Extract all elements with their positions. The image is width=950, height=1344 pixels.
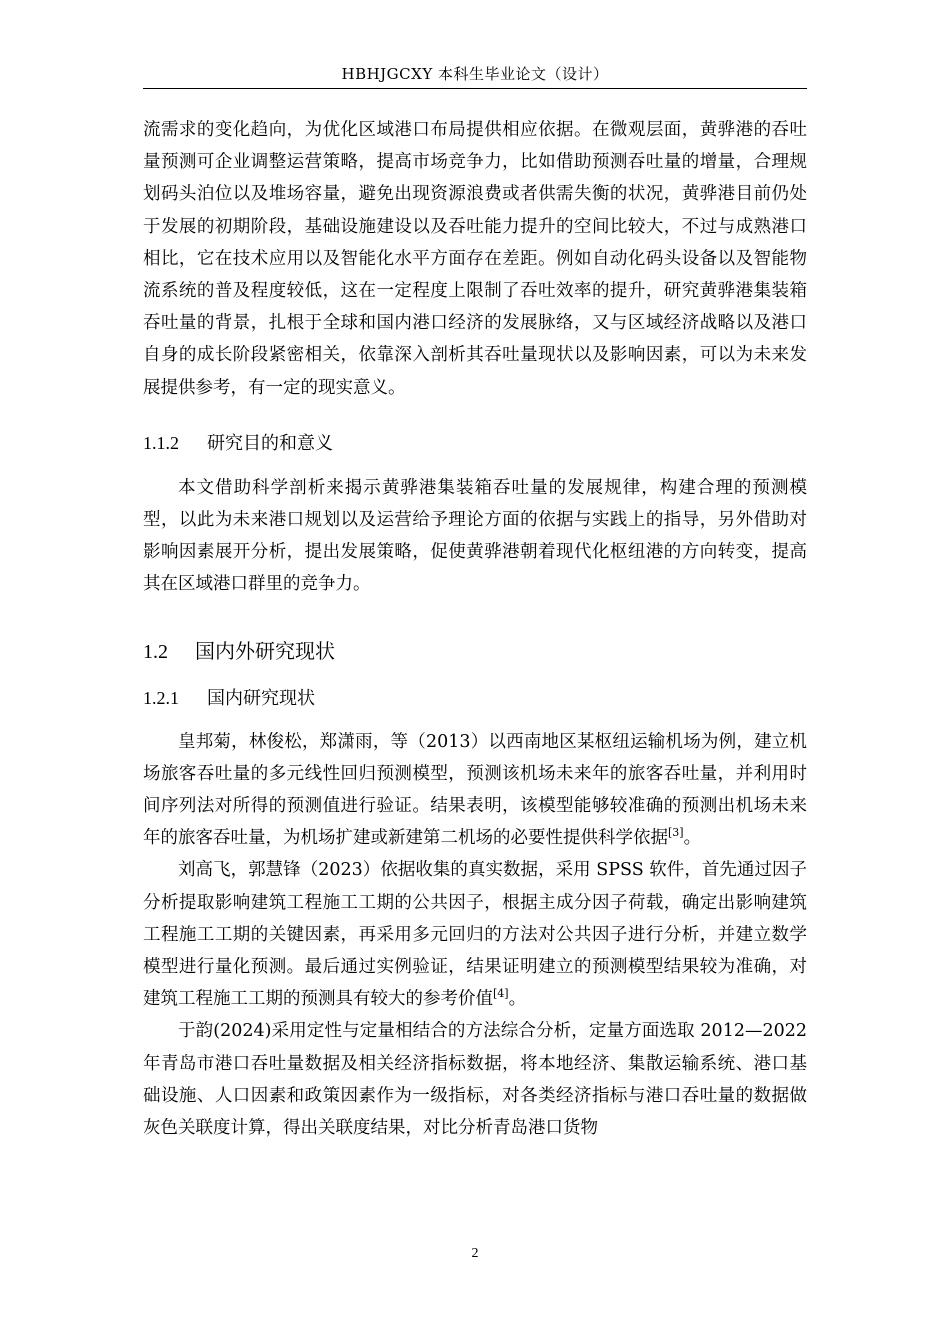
paragraph-continued: 流需求的变化趋向，为优化区域港口布局提供相应依据。在微观层面，黄骅港的吞吐量预测可企业调整运营策略，提高市场竞争力，比如借助预测吞吐量的增量，合理规划码头泊位以及堆场容量，避免出现资源浪费或者供需失衡的状况，黄骅港目前仍处于发展的初期阶段，基础设施建设以及吞吐能力提升的空间比较大，不过与成熟港口相比，它在技术应用以及智能化水平方面存在差距。例如自动化码头设备以及智能物流系统的普及程度较低，这在一定程度上限制了吞吐效率的提升，研究黄骅港集装箱吞吐量的背景，扎根于全球和国内港口经济的发展脉络，又与区域经济战略以及港口自身的成长阶段紧密相关，依靠深入剖析其吞吐量现状以及影响因素，可以为未来发展提供参考，有一定的现实意义。: [143, 120, 807, 398]
paragraph-end: 。: [683, 828, 702, 849]
running-header: HBHJGCXY 本科生毕业论文（设计）: [341, 65, 609, 83]
paragraph-literature-1: [143, 726, 807, 855]
header-rule: [143, 88, 807, 89]
heading-title: 国内研究现状: [207, 687, 315, 709]
heading-title: 研究目的和意义: [207, 432, 333, 454]
paragraph-end: 。: [508, 989, 527, 1010]
heading-title: 国内外研究现状: [195, 638, 335, 663]
page-number: 2: [471, 1246, 479, 1261]
heading-1-1-2: [143, 428, 807, 459]
heading-1-2-1: [143, 683, 807, 714]
heading-number: 1.1.2: [143, 432, 179, 453]
heading-1-2: [143, 634, 807, 669]
paragraph-literature-2: [143, 854, 807, 1015]
page-body: [143, 114, 807, 1144]
paragraph-literature-3: 于韵(2024)采用定性与定量相结合的方法综合分析，定量方面选取 2012—2022 年青岛市港口吞吐量数据及相关经济指标数据，将本地经济、集散运输系统、港口基础设施、人口因素和政策因素作为一级指标，对各类经济指标与港口吞吐量的数据做灰色关联度计算，得出关联度结果，对比分析青岛港口货物: [143, 1021, 807, 1139]
heading-number: 1.2: [143, 640, 168, 663]
citation-3: [3]: [668, 826, 684, 840]
heading-number: 1.2.1: [143, 687, 179, 708]
paragraph-text: 皇邦菊，林俊松，郑潇雨，等（2013）以西南地区某枢纽运输机场为例，建立机场旅客吞吐量的多元线性回归预测模型，预测该机场未来年的旅客吞吐量，并利用时间序列法对所得的预测值进行验证。结果表明，该模型能够较准确的预测出机场未来年的旅客吞吐量，为机场扩建或新建第二机场的必要性提供科学依据: [143, 731, 807, 849]
paragraph-text: 刘高飞，郭慧锋（2023）依据收集的真实数据，采用 SPSS 软件，首先通过因子分析提取影响建筑工程施工工期的公共因子，根据主成分因子荷载，确定出影响建筑工程施工工期的关键因素，再采用多元回归的方法对公共因子进行分析，并建立数学模型进行量化预测。最后通过实例验证，结果证明建立的预测模型结果较为准确，对建筑工程施工工期的预测具有较大的参考价值: [143, 860, 807, 1010]
paragraph-purpose: 本文借助科学剖析来揭示黄骅港集装箱吞吐量的发展规律，构建合理的预测模型，以此为未来港口规划以及运营给予理论方面的依据与实践上的指导，另外借助对影响因素展开分析，提出发展策略，促使黄骅港朝着现代化枢纽港的方向转变，提高其在区域港口群里的竞争力。: [143, 477, 807, 595]
citation-4: [4]: [493, 987, 509, 1001]
